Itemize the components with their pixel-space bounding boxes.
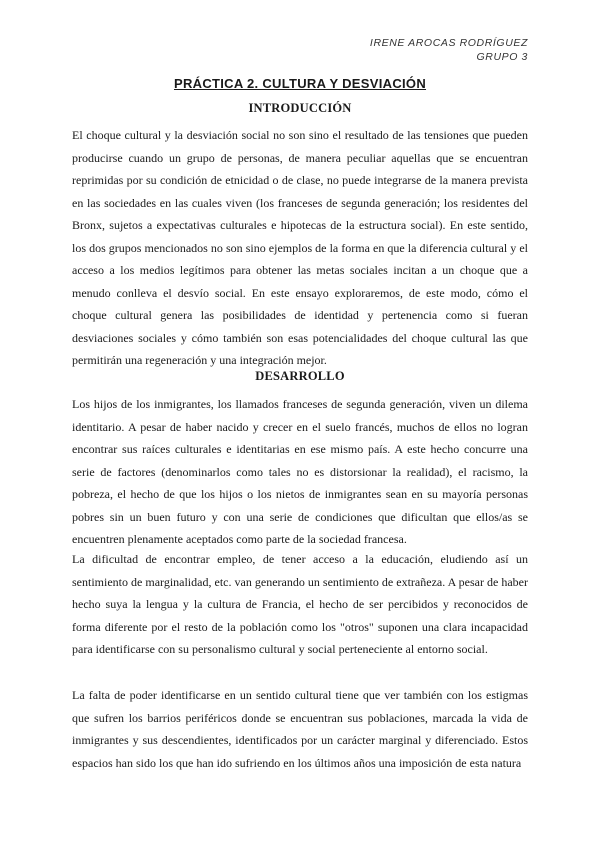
page-header [370,36,528,64]
group-label: GRUPO 3 [476,51,528,63]
document-title: PRÁCTICA 2. CULTURA Y DESVIACIÓN [173,76,427,91]
paragraph-desarrollo-3: La falta de poder identificarse en un sentido cultural tiene que ver también con los estigmas que sufren los barrios periféricos donde se encuentran sus poblaciones, marcada la vida de inmigrantes y sus descendientes, identificados por un carácter marginal y diferenciado. Estos espacios han sido los que han ido sufriendo en los últimos años una imposición de esta natura [72,688,528,770]
section-heading-introduccion: INTRODUCCIÓN [248,101,352,115]
paragraph-desarrollo-2: La dificultad de encontrar empleo, de tener acceso a la educación, eludiendo así un sentimiento de marginalidad, etc. van generando un sentimiento de extrañeza. A pesar de haber hecho suya la lengua y la cultura de Francia, el hecho de ser percibidos y reconocidos de forma diferente por el resto de la población como los "otros" suponen una clara incapacidad para identificarse con su personalismo cultural y social perteneciente al entorno social. [72,552,528,656]
paragraph-desarrollo-1: Los hijos de los inmigrantes, los llamados franceses de segunda generación, viven un dilema identitario. A pesar de haber nacido y crecer en el suelo francés, muchos de ellos no logran encontrar sus raíces culturales e identitarias en ese mismo país. A este hecho concurre una serie de factores (denominarlos como tales no es distorsionar la realidad), el racismo, la pobreza, el hecho de que los hijos o los nietos de inmigrantes sean en su mayoría personas pobres sin un buen futuro y con una serie de condiciones que dificultan que ellos/as se encuentren plenamente aceptados como parte de la sociedad francesa. [72,397,528,546]
paragraph-intro: El choque cultural y la desviación social no son sino el resultado de las tensiones que pueden producirse cuando un grupo de personas, de manera peculiar aquellas que se encuentran reprimidas por su condición de etnicidad o de clase, no puede integrarse de la manera prevista en las sociedades en las cuales viven (los franceses de segunda generación; los residentes del Bronx, sujetos a expectativas culturales e hipotecas de la estructura social). En este sentido, los dos grupos mencionados no son sino ejemplos de la forma en que la diferencia cultural y el acceso a los medios legítimos para obtener las metas sociales incitan a un choque que a menudo conlleva el desvío social. En este ensayo exploraremos, de este modo, cómo el choque cultural genera las posibilidades de identidad y pertenencia como si fueran desviaciones sociales y cómo también son esas potencialidades del choque cultural las que permitirán una regeneración y una integración mejor. [72,128,528,367]
section-heading-desarrollo: DESARROLLO [255,369,345,383]
author-name: IRENE AROCAS RODRÍGUEZ [369,37,528,49]
